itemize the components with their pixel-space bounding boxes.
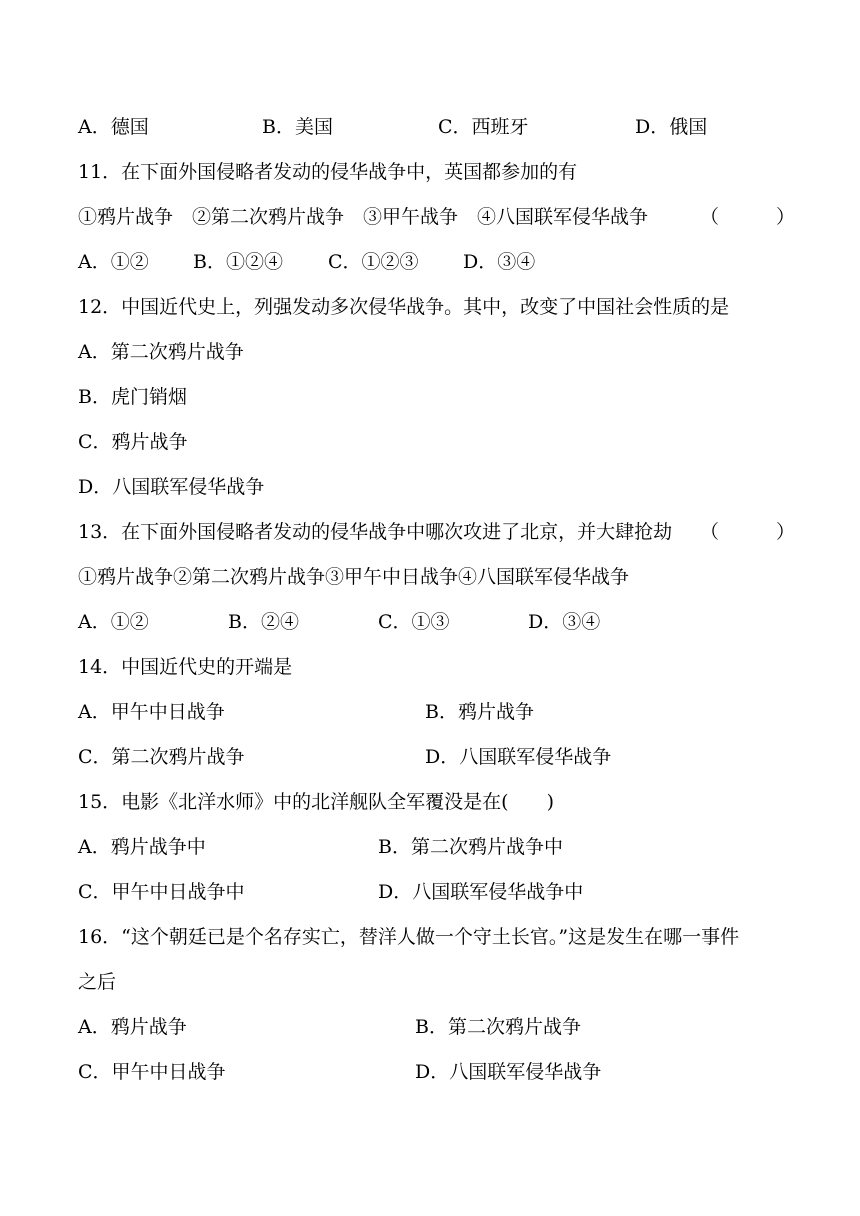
question-stem: 13．在下面外国侵略者发动的侵华战争中哪次攻进了北京，并大肆抢劫: [78, 521, 673, 543]
option-c: C．①③: [378, 611, 450, 633]
question-items: ①鸦片战争 ②第二次鸦片战争 ③甲午战争 ④八国联军侵华战争: [78, 206, 649, 228]
option-b: B．鸦片战争: [425, 701, 534, 723]
option-d: D．八国联军侵华战争: [78, 476, 265, 498]
option-b: B．第二次鸦片战争: [415, 1016, 581, 1038]
question-stem: 15．电影《北洋水师》中的北洋舰队全军覆没是在( ): [78, 791, 555, 813]
question-stem-continuation: 之后: [78, 971, 117, 993]
option-b: B．虎门销烟: [78, 386, 187, 408]
option-c: C．①②③: [328, 251, 419, 273]
option-b: B．②④: [228, 611, 299, 633]
option-d: D．八国联军侵华战争: [415, 1061, 602, 1083]
option-d: D．八国联军侵华战争中: [378, 881, 584, 903]
option-c: C．西班牙: [438, 116, 529, 138]
option-c: C．甲午中日战争: [78, 1061, 226, 1083]
answer-parenthesis: （ ）: [700, 521, 796, 543]
option-a: A．鸦片战争: [78, 1016, 187, 1038]
option-a: A．第二次鸦片战争: [78, 341, 244, 363]
option-d: D．俄国: [635, 116, 708, 138]
question-stem: 12．中国近代史上，列强发动多次侵华战争。其中，改变了中国社会性质的是: [78, 296, 730, 318]
answer-parenthesis: （ ）: [700, 206, 796, 228]
option-a: A．①②: [78, 611, 149, 633]
option-b: B．美国: [262, 116, 333, 138]
option-a: A．鸦片战争中: [78, 836, 206, 858]
option-a: A．①②: [78, 251, 149, 273]
option-c: C．第二次鸦片战争: [78, 746, 245, 768]
option-b: B．第二次鸦片战争中: [378, 836, 563, 858]
option-d: D．八国联军侵华战争: [425, 746, 612, 768]
option-a: A．德国: [78, 116, 149, 138]
question-stem: 16．“这个朝廷已是个名存实亡，替洋人做一个守土长官。”这是发生在哪一事件: [78, 926, 740, 948]
option-b: B．①②④: [193, 251, 283, 273]
question-items: ①鸦片战争②第二次鸦片战争③甲午中日战争④八国联军侵华战争: [78, 566, 630, 588]
option-a: A．甲午中日战争: [78, 701, 225, 723]
question-stem: 11．在下面外国侵略者发动的侵华战争中，英国都参加的有: [78, 161, 578, 183]
question-stem: 14．中国近代史的开端是: [78, 656, 293, 678]
option-c: C．甲午中日战争中: [78, 881, 245, 903]
option-d: D．③④: [463, 251, 536, 273]
option-c: C．鸦片战争: [78, 431, 188, 453]
option-d: D．③④: [528, 611, 601, 633]
